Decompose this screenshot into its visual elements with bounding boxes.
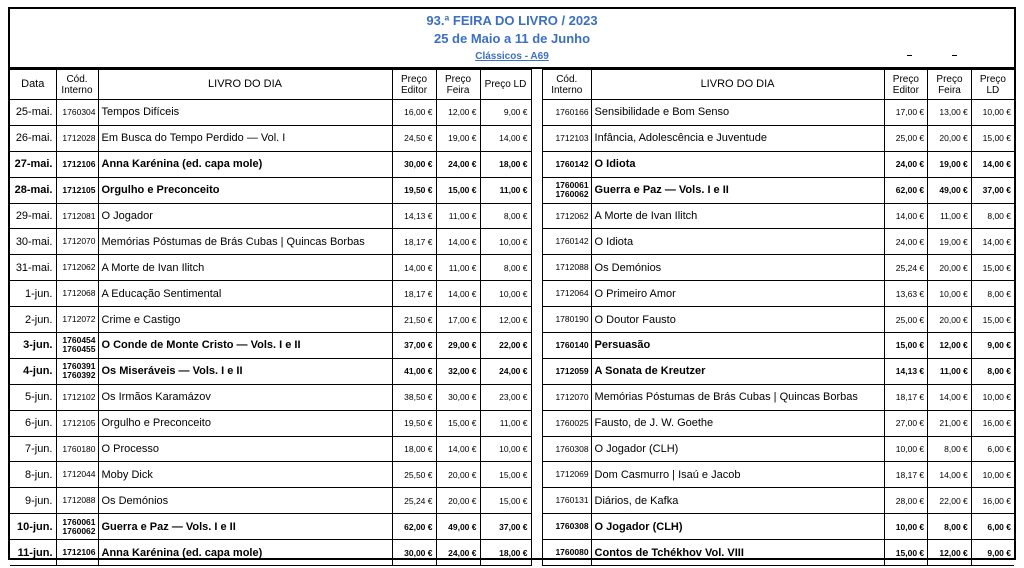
date-cell: 6-jun. bbox=[10, 410, 56, 436]
price-fair-cell: 13,00 € bbox=[928, 100, 972, 126]
table-row bbox=[10, 281, 531, 307]
table-row bbox=[10, 307, 531, 333]
code-value: 1760304 bbox=[62, 106, 96, 117]
code-value: 1760180 bbox=[62, 443, 96, 454]
book-title-cell: Orgulho e Preconceito bbox=[98, 177, 392, 203]
price-editor-cell: 15,00 € bbox=[884, 333, 928, 359]
code-cell bbox=[56, 177, 98, 203]
code-cell bbox=[56, 384, 98, 410]
book-title-cell: O Primeiro Amor bbox=[591, 281, 884, 307]
price-ld-cell: 6,00 € bbox=[971, 514, 1014, 540]
price-ld-cell: 24,00 € bbox=[480, 358, 531, 384]
table-row bbox=[10, 255, 531, 281]
code-value: 1760061 bbox=[555, 180, 589, 191]
price-editor-cell: 25,00 € bbox=[884, 307, 928, 333]
code-cell bbox=[56, 488, 98, 514]
price-fair-cell: 20,00 € bbox=[928, 255, 972, 281]
book-title-cell: A Educação Sentimental bbox=[98, 281, 392, 307]
price-editor-cell: 13,63 € bbox=[884, 281, 928, 307]
table-row bbox=[543, 540, 1015, 566]
code-value: 1712072 bbox=[62, 314, 96, 325]
price-fair-cell: 8,00 € bbox=[928, 436, 972, 462]
price-editor-cell: 28,00 € bbox=[884, 488, 928, 514]
table-row bbox=[10, 384, 531, 410]
price-ld-cell: 37,00 € bbox=[971, 177, 1014, 203]
price-ld-cell: 8,00 € bbox=[480, 203, 531, 229]
col-header-code: Cód. Interno bbox=[543, 70, 592, 100]
code-value: 1712088 bbox=[62, 495, 96, 506]
col-header-fair: Preço Feira bbox=[928, 70, 972, 100]
code-cell bbox=[56, 203, 98, 229]
price-editor-cell: 19,50 € bbox=[392, 177, 436, 203]
price-ld-cell: 10,00 € bbox=[480, 229, 531, 255]
left-table bbox=[10, 69, 532, 566]
code-value-2: 1760455 bbox=[62, 344, 96, 355]
code-cell bbox=[56, 229, 98, 255]
table-row bbox=[10, 410, 531, 436]
code-cell bbox=[56, 462, 98, 488]
code-value: 1712070 bbox=[555, 391, 589, 402]
code-cell bbox=[56, 100, 98, 126]
price-ld-cell: 14,00 € bbox=[971, 151, 1014, 177]
col-header-editor: Preço Editor bbox=[392, 70, 436, 100]
price-ld-cell: 10,00 € bbox=[480, 436, 531, 462]
price-fair-cell: 14,00 € bbox=[436, 281, 480, 307]
book-title-cell: Dom Casmurro | Isaú e Jacob bbox=[591, 462, 884, 488]
price-ld-cell: 14,00 € bbox=[971, 229, 1014, 255]
code-cell bbox=[543, 307, 592, 333]
price-ld-cell: 10,00 € bbox=[971, 462, 1014, 488]
table-row bbox=[543, 410, 1015, 436]
table-row bbox=[543, 436, 1015, 462]
code-cell bbox=[543, 540, 592, 566]
price-ld-cell: 10,00 € bbox=[971, 100, 1014, 126]
code-value: 1712028 bbox=[62, 132, 96, 143]
price-fair-cell: 14,00 € bbox=[928, 462, 972, 488]
price-editor-cell: 18,17 € bbox=[392, 281, 436, 307]
price-ld-cell: 18,00 € bbox=[480, 151, 531, 177]
event-title: 93.ª FEIRA DO LIVRO / 2023 bbox=[426, 13, 598, 28]
code-cell bbox=[543, 125, 592, 151]
book-title-cell: Crime e Castigo bbox=[98, 307, 392, 333]
price-fair-cell: 11,00 € bbox=[436, 203, 480, 229]
date-cell: 29-mai. bbox=[10, 203, 56, 229]
price-editor-cell: 10,00 € bbox=[884, 436, 928, 462]
price-editor-cell: 15,00 € bbox=[884, 540, 928, 566]
code-cell bbox=[56, 436, 98, 462]
code-value-2: 1760062 bbox=[555, 189, 589, 200]
price-fair-cell: 11,00 € bbox=[928, 358, 972, 384]
price-fair-cell: 14,00 € bbox=[436, 229, 480, 255]
date-cell: 9-jun. bbox=[10, 488, 56, 514]
table-row bbox=[543, 229, 1015, 255]
code-value: 1760391 bbox=[62, 361, 96, 372]
date-cell: 27-mai. bbox=[10, 151, 56, 177]
code-value: 1712059 bbox=[555, 365, 589, 376]
table-row bbox=[543, 307, 1015, 333]
col-header-editor: Preço Editor bbox=[884, 70, 928, 100]
code-cell bbox=[543, 488, 592, 514]
price-editor-cell: 18,17 € bbox=[884, 384, 928, 410]
code-value: 1712106 bbox=[62, 547, 96, 558]
col-header-book: LIVRO DO DIA bbox=[98, 70, 392, 100]
table-row bbox=[10, 203, 531, 229]
col-header-ld: Preço LD bbox=[971, 70, 1014, 100]
price-fair-cell: 10,00 € bbox=[928, 281, 972, 307]
price-editor-cell: 21,50 € bbox=[392, 307, 436, 333]
price-fair-cell: 24,00 € bbox=[436, 540, 480, 566]
price-fair-cell: 19,00 € bbox=[436, 125, 480, 151]
code-cell bbox=[543, 177, 592, 203]
book-title-cell: O Jogador (CLH) bbox=[591, 436, 884, 462]
table-row bbox=[543, 488, 1015, 514]
price-ld-cell: 14,00 € bbox=[480, 125, 531, 151]
book-title-cell: Fausto, de J. W. Goethe bbox=[591, 410, 884, 436]
code-value: 1760131 bbox=[555, 495, 589, 506]
code-value: 1712088 bbox=[555, 262, 589, 273]
price-ld-cell: 15,00 € bbox=[480, 488, 531, 514]
code-cell bbox=[543, 255, 592, 281]
book-title-cell: O Idiota bbox=[591, 151, 884, 177]
price-fair-cell: 49,00 € bbox=[436, 514, 480, 540]
price-ld-cell: 37,00 € bbox=[480, 514, 531, 540]
price-ld-cell: 15,00 € bbox=[971, 125, 1014, 151]
price-ld-cell: 15,00 € bbox=[971, 255, 1014, 281]
price-fair-cell: 14,00 € bbox=[436, 436, 480, 462]
book-title-cell: Sensibilidade e Bom Senso bbox=[591, 100, 884, 126]
price-fair-cell: 20,00 € bbox=[436, 462, 480, 488]
price-ld-cell: 18,00 € bbox=[480, 540, 531, 566]
price-fair-cell: 19,00 € bbox=[928, 151, 972, 177]
book-title-cell: Infância, Adolescência e Juventude bbox=[591, 125, 884, 151]
price-fair-cell: 24,00 € bbox=[436, 151, 480, 177]
book-title-cell: A Morte de Ivan Ilitch bbox=[98, 255, 392, 281]
price-fair-cell: 12,00 € bbox=[928, 540, 972, 566]
price-fair-cell: 20,00 € bbox=[928, 125, 972, 151]
code-cell bbox=[56, 540, 98, 566]
price-ld-cell: 8,00 € bbox=[480, 255, 531, 281]
price-fair-cell: 20,00 € bbox=[928, 307, 972, 333]
code-cell bbox=[56, 514, 98, 540]
code-value: 1712105 bbox=[62, 417, 96, 428]
code-cell bbox=[543, 462, 592, 488]
table-row bbox=[10, 488, 531, 514]
price-editor-cell: 18,17 € bbox=[392, 229, 436, 255]
date-cell: 30-mai. bbox=[10, 229, 56, 255]
price-editor-cell: 14,00 € bbox=[884, 203, 928, 229]
book-title-cell: Diários, de Kafka bbox=[591, 488, 884, 514]
price-editor-cell: 24,50 € bbox=[392, 125, 436, 151]
book-title-cell: Os Miseráveis — Vols. I e II bbox=[98, 358, 392, 384]
table-row bbox=[10, 358, 531, 384]
code-value-2: 1760062 bbox=[62, 525, 96, 536]
price-fair-cell: 11,00 € bbox=[928, 203, 972, 229]
code-cell bbox=[56, 151, 98, 177]
price-ld-cell: 10,00 € bbox=[480, 281, 531, 307]
code-value: 1712069 bbox=[555, 469, 589, 480]
code-value: 1712081 bbox=[62, 210, 96, 221]
price-editor-cell: 18,17 € bbox=[884, 462, 928, 488]
code-value: 1760142 bbox=[555, 236, 589, 247]
col-header-date: Data bbox=[10, 70, 56, 100]
code-cell bbox=[56, 281, 98, 307]
price-editor-cell: 62,00 € bbox=[884, 177, 928, 203]
date-cell: 4-jun. bbox=[10, 358, 56, 384]
book-title-cell: Em Busca do Tempo Perdido — Vol. I bbox=[98, 125, 392, 151]
table-row bbox=[10, 177, 531, 203]
price-editor-cell: 25,24 € bbox=[392, 488, 436, 514]
code-value: 1760454 bbox=[62, 335, 96, 346]
table-row bbox=[543, 358, 1015, 384]
table-row bbox=[543, 151, 1015, 177]
date-cell: 3-jun. bbox=[10, 333, 56, 359]
code-cell bbox=[543, 333, 592, 359]
book-title-cell: Persuasão bbox=[591, 333, 884, 359]
code-cell bbox=[56, 255, 98, 281]
code-value: 1712068 bbox=[62, 288, 96, 299]
price-ld-cell: 22,00 € bbox=[480, 333, 531, 359]
table-row bbox=[10, 125, 531, 151]
table-row bbox=[543, 384, 1015, 410]
code-value: 1712064 bbox=[555, 288, 589, 299]
book-title-cell: O Doutor Fausto bbox=[591, 307, 884, 333]
price-fair-cell: 29,00 € bbox=[436, 333, 480, 359]
code-value-2: 1760392 bbox=[62, 370, 96, 381]
price-editor-cell: 24,00 € bbox=[884, 229, 928, 255]
table-row bbox=[543, 203, 1015, 229]
price-ld-cell: 16,00 € bbox=[971, 488, 1014, 514]
code-value: 1712106 bbox=[62, 158, 96, 169]
table-row bbox=[10, 540, 531, 566]
price-ld-cell: 16,00 € bbox=[971, 410, 1014, 436]
price-ld-cell: 9,00 € bbox=[971, 333, 1014, 359]
book-title-cell: Os Irmãos Karamázov bbox=[98, 384, 392, 410]
table-row bbox=[543, 177, 1015, 203]
price-fair-cell: 15,00 € bbox=[436, 410, 480, 436]
table-row bbox=[543, 100, 1015, 126]
price-ld-cell: 8,00 € bbox=[971, 203, 1014, 229]
price-editor-cell: 37,00 € bbox=[392, 333, 436, 359]
price-ld-cell: 11,00 € bbox=[480, 410, 531, 436]
price-editor-cell: 14,13 € bbox=[884, 358, 928, 384]
code-value: 1760166 bbox=[555, 106, 589, 117]
price-fair-cell: 20,00 € bbox=[436, 488, 480, 514]
code-value: 1760061 bbox=[62, 516, 96, 527]
price-fair-cell: 49,00 € bbox=[928, 177, 972, 203]
book-title-cell: Os Demónios bbox=[98, 488, 392, 514]
price-ld-cell: 9,00 € bbox=[971, 540, 1014, 566]
price-editor-cell: 41,00 € bbox=[392, 358, 436, 384]
code-cell bbox=[543, 358, 592, 384]
date-cell: 11-jun. bbox=[10, 540, 56, 566]
code-value: 1760140 bbox=[555, 339, 589, 350]
price-ld-cell: 11,00 € bbox=[480, 177, 531, 203]
price-ld-cell: 10,00 € bbox=[971, 384, 1014, 410]
date-cell: 2-jun. bbox=[10, 307, 56, 333]
price-editor-cell: 24,00 € bbox=[884, 151, 928, 177]
price-ld-cell: 15,00 € bbox=[971, 307, 1014, 333]
book-title-cell: Orgulho e Preconceito bbox=[98, 410, 392, 436]
price-editor-cell: 38,50 € bbox=[392, 384, 436, 410]
date-cell: 25-mai. bbox=[10, 100, 56, 126]
schedule-document bbox=[8, 7, 1016, 560]
book-title-cell: O Jogador bbox=[98, 203, 392, 229]
price-fair-cell: 14,00 € bbox=[928, 384, 972, 410]
date-cell: 8-jun. bbox=[10, 462, 56, 488]
price-fair-cell: 12,00 € bbox=[436, 100, 480, 126]
code-cell bbox=[56, 333, 98, 359]
book-title-cell: O Jogador (CLH) bbox=[591, 514, 884, 540]
table-row bbox=[10, 462, 531, 488]
date-cell: 31-mai. bbox=[10, 255, 56, 281]
book-title-cell: Memórias Póstumas de Brás Cubas | Quincas Borbas bbox=[98, 229, 392, 255]
col-header-code: Cód. Interno bbox=[56, 70, 98, 100]
price-editor-cell: 30,00 € bbox=[392, 540, 436, 566]
price-fair-cell: 11,00 € bbox=[436, 255, 480, 281]
book-title-cell: O Processo bbox=[98, 436, 392, 462]
code-value: 1712044 bbox=[62, 469, 96, 480]
code-value: 1760025 bbox=[555, 417, 589, 428]
code-cell bbox=[543, 436, 592, 462]
book-title-cell: O Conde de Monte Cristo — Vols. I e II bbox=[98, 333, 392, 359]
book-title-cell: Anna Karénina (ed. capa mole) bbox=[98, 151, 392, 177]
event-dates: 25 de Maio a 11 de Junho bbox=[433, 31, 591, 46]
code-cell bbox=[543, 203, 592, 229]
code-value: 1712062 bbox=[62, 262, 96, 273]
table-row bbox=[10, 333, 531, 359]
date-cell: 5-jun. bbox=[10, 384, 56, 410]
code-value: 1712105 bbox=[62, 184, 96, 195]
code-cell bbox=[543, 514, 592, 540]
table-row bbox=[543, 333, 1015, 359]
date-cell: 7-jun. bbox=[10, 436, 56, 462]
book-title-cell: A Morte de Ivan Ilitch bbox=[591, 203, 884, 229]
price-editor-cell: 25,24 € bbox=[884, 255, 928, 281]
code-cell bbox=[56, 125, 98, 151]
table-row bbox=[10, 151, 531, 177]
code-cell bbox=[543, 151, 592, 177]
code-cell bbox=[543, 281, 592, 307]
price-fair-cell: 22,00 € bbox=[928, 488, 972, 514]
price-editor-cell: 25,00 € bbox=[884, 125, 928, 151]
price-ld-cell: 8,00 € bbox=[971, 281, 1014, 307]
table-row bbox=[10, 100, 531, 126]
price-editor-cell: 14,00 € bbox=[392, 255, 436, 281]
code-value: 1760142 bbox=[555, 158, 589, 169]
right-table bbox=[542, 69, 1014, 566]
price-fair-cell: 21,00 € bbox=[928, 410, 972, 436]
price-ld-cell: 23,00 € bbox=[480, 384, 531, 410]
price-editor-cell: 25,50 € bbox=[392, 462, 436, 488]
price-editor-cell: 17,00 € bbox=[884, 100, 928, 126]
price-ld-cell: 15,00 € bbox=[480, 462, 531, 488]
price-fair-cell: 15,00 € bbox=[436, 177, 480, 203]
price-editor-cell: 19,50 € bbox=[392, 410, 436, 436]
code-cell bbox=[56, 307, 98, 333]
price-ld-cell: 6,00 € bbox=[971, 436, 1014, 462]
date-cell: 1-jun. bbox=[10, 281, 56, 307]
price-ld-cell: 12,00 € bbox=[480, 307, 531, 333]
book-title-cell: Anna Karénina (ed. capa mole) bbox=[98, 540, 392, 566]
price-fair-cell: 19,00 € bbox=[928, 229, 972, 255]
book-title-cell: Os Demónios bbox=[591, 255, 884, 281]
price-editor-cell: 27,00 € bbox=[884, 410, 928, 436]
table-row bbox=[543, 462, 1015, 488]
price-editor-cell: 30,00 € bbox=[392, 151, 436, 177]
price-editor-cell: 10,00 € bbox=[884, 514, 928, 540]
date-cell: 26-mai. bbox=[10, 125, 56, 151]
book-title-cell: Tempos Difíceis bbox=[98, 100, 392, 126]
code-value: 1760308 bbox=[555, 521, 589, 532]
col-header-book: LIVRO DO DIA bbox=[591, 70, 884, 100]
code-cell bbox=[56, 358, 98, 384]
code-cell bbox=[543, 229, 592, 255]
book-title-cell: Contos de Tchékhov Vol. VIII bbox=[591, 540, 884, 566]
book-title-cell: A Sonata de Kreutzer bbox=[591, 358, 884, 384]
code-cell bbox=[543, 384, 592, 410]
price-editor-cell: 16,00 € bbox=[392, 100, 436, 126]
code-value: 1712062 bbox=[555, 210, 589, 221]
price-editor-cell: 14,13 € bbox=[392, 203, 436, 229]
col-header-ld: Preço LD bbox=[480, 70, 531, 100]
price-fair-cell: 30,00 € bbox=[436, 384, 480, 410]
price-ld-cell: 8,00 € bbox=[971, 358, 1014, 384]
price-ld-cell: 9,00 € bbox=[480, 100, 531, 126]
code-value: 1712102 bbox=[62, 391, 96, 402]
document-header bbox=[10, 9, 1014, 69]
code-value: 1760308 bbox=[555, 443, 589, 454]
book-title-cell: Guerra e Paz — Vols. I e II bbox=[591, 177, 884, 203]
table-row bbox=[543, 514, 1015, 540]
book-title-cell: Memórias Póstumas de Brás Cubas | Quincas Borbas bbox=[591, 384, 884, 410]
price-fair-cell: 32,00 € bbox=[436, 358, 480, 384]
table-row bbox=[10, 229, 531, 255]
code-value: 1712070 bbox=[62, 236, 96, 247]
book-title-cell: Guerra e Paz — Vols. I e II bbox=[98, 514, 392, 540]
code-value: 1712103 bbox=[555, 132, 589, 143]
table-row bbox=[543, 255, 1015, 281]
book-title-cell: Moby Dick bbox=[98, 462, 392, 488]
price-fair-cell: 12,00 € bbox=[928, 333, 972, 359]
date-cell: 28-mai. bbox=[10, 177, 56, 203]
price-fair-cell: 17,00 € bbox=[436, 307, 480, 333]
table-row bbox=[543, 281, 1015, 307]
section-link[interactable]: Clássicos - A69 bbox=[475, 51, 549, 62]
code-cell bbox=[56, 410, 98, 436]
code-value: 1760080 bbox=[555, 547, 589, 558]
code-cell bbox=[543, 410, 592, 436]
book-title-cell: O Idiota bbox=[591, 229, 884, 255]
date-cell: 10-jun. bbox=[10, 514, 56, 540]
col-header-fair: Preço Feira bbox=[436, 70, 480, 100]
table-row bbox=[10, 436, 531, 462]
code-value: 1780190 bbox=[555, 314, 589, 325]
price-editor-cell: 18,00 € bbox=[392, 436, 436, 462]
mark bbox=[907, 55, 912, 56]
price-fair-cell: 8,00 € bbox=[928, 514, 972, 540]
table-row bbox=[10, 514, 531, 540]
mark bbox=[952, 55, 957, 56]
price-editor-cell: 62,00 € bbox=[392, 514, 436, 540]
code-cell bbox=[543, 100, 592, 126]
table-row bbox=[543, 125, 1015, 151]
